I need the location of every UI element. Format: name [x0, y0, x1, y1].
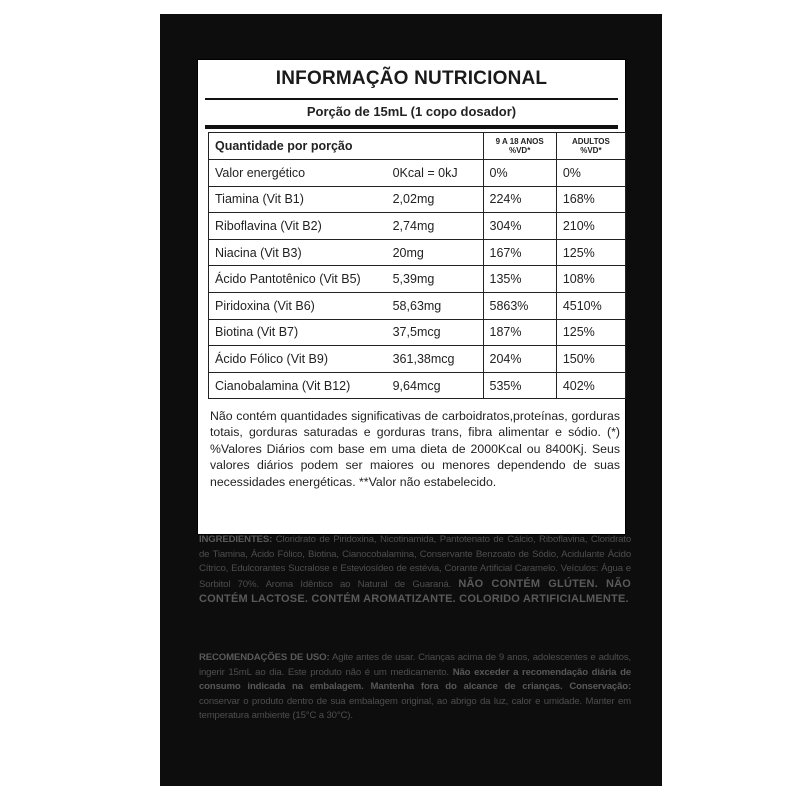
nutrient-amount: 2,74mg — [387, 213, 483, 240]
nutrient-amount: 9,64mcg — [387, 372, 483, 399]
serving-divider — [205, 125, 618, 129]
kids-dv-value: 535% — [483, 372, 556, 399]
table-row — [209, 213, 626, 240]
recommendations-label: RECOMENDAÇÕES DE USO: — [199, 652, 330, 663]
conservation-label: Conservação: — [569, 681, 632, 692]
nutrition-footnote: Não contém quantidades significativas de carboidratos,proteínas, gorduras totais, gorduras saturadas e gorduras trans, fibra alimentar e sódio. (*) %Valores Diários com base em uma dieta de 2000Kcal ou 8400Kj. Seus valores diários podem ser maiores ou menores dependendo de suas necessidades energéticas. **Valor não estabelecido. — [210, 409, 620, 489]
nutrient-amount: 5,39mg — [387, 266, 483, 293]
adults-dv-value: 402% — [556, 372, 625, 399]
adults-dv-label: %VD* — [580, 146, 602, 155]
ingredients-label: INGREDIENTES: — [199, 534, 273, 545]
nutrient-amount: 20mg — [387, 239, 483, 266]
kids-dv-value: 5863% — [483, 292, 556, 319]
table-row — [209, 266, 626, 293]
adults-dv-value: 125% — [556, 319, 625, 346]
kids-dv-value: 204% — [483, 346, 556, 373]
adults-dv-value: 150% — [556, 346, 625, 373]
kids-dv-value: 304% — [483, 213, 556, 240]
dosage-warning: Não exceder a recomendação diária de consumo indicada na embalagem. Mantenha fora do alcance de crianças. — [199, 666, 632, 692]
nutrition-table — [208, 132, 626, 399]
nutrient-amount: 361,38mcg — [387, 346, 483, 373]
nutrient-amount: 58,63mg — [387, 292, 483, 319]
ingredients-section — [199, 533, 631, 608]
nutrient-amount: 0Kcal = 0kJ — [387, 160, 483, 187]
adults-label: ADULTOS — [571, 137, 610, 146]
kids-age-label: 9 A 18 ANOS — [495, 137, 544, 146]
recommendations-text: Agite antes de usar. Crianças acima de 9 anos, adolescentes e adultos, ingerir 15mL ao dia. Este produto não é um medicamento. — [199, 652, 631, 678]
table-row — [209, 239, 626, 266]
nutrient-name: Ácido Pantotênico (Vit B5) — [209, 266, 387, 293]
kids-dv-value: 135% — [483, 266, 556, 293]
adults-dv-header — [556, 133, 625, 160]
quantity-per-serving-header: Quantidade por porção — [209, 133, 387, 160]
adults-dv-value: 108% — [556, 266, 625, 293]
nutrient-name: Biotina (Vit B7) — [209, 319, 387, 346]
nutrition-facts-box — [197, 59, 626, 535]
serving-size: Porção de 15mL (1 copo dosador) — [306, 104, 517, 119]
kids-dv-header — [483, 133, 556, 160]
adults-dv-value: 4510% — [556, 292, 625, 319]
nutrient-amount: 2,02mg — [387, 186, 483, 213]
ingredients-text: Cloridrato de Piridoxina, Nicotinamida, Pantotenato de Cálcio, Riboflavina, Cloridrato de Tiamina, Ácido Fólico, Biotina, Cianocobalamina, Conservante Benzoato de Sódio, Acidulante Ácido Cítrico, Edulcorantes Sucralose e Esteviosídeo de estévia, Corante Artificial Caramelo. Veículos: Água e Sorbitol 70%. Aroma Idêntico ao Natural de Guaraná. — [199, 534, 631, 590]
nutrient-name: Tiamina (Vit B1) — [209, 186, 387, 213]
table-row — [209, 372, 626, 399]
adults-dv-value: 168% — [556, 186, 625, 213]
recommendations-section — [199, 651, 631, 724]
nutrient-name: Piridoxina (Vit B6) — [209, 292, 387, 319]
title-divider — [205, 98, 618, 100]
conservation-text: conservar o produto dentro de sua embalagem original, ao abrigo da luz, calor e umidade. Manter em temperatura ambiente (15°C a 30°C). — [199, 695, 631, 721]
product-label-panel — [160, 14, 662, 786]
kids-dv-label: %VD* — [508, 146, 531, 155]
table-row — [209, 319, 626, 346]
nutrition-table-header — [209, 133, 626, 160]
table-row — [209, 186, 626, 213]
amount-header — [387, 133, 483, 160]
kids-dv-value: 0% — [483, 160, 556, 187]
adults-dv-value: 0% — [556, 160, 625, 187]
nutrient-name: Riboflavina (Vit B2) — [209, 213, 387, 240]
kids-dv-value: 224% — [483, 186, 556, 213]
nutrient-name: Valor energético — [209, 160, 387, 187]
nutrient-name: Ácido Fólico (Vit B9) — [209, 346, 387, 373]
adults-dv-value: 125% — [556, 239, 625, 266]
table-row — [209, 292, 626, 319]
table-row — [209, 160, 626, 187]
nutrient-name: Cianobalamina (Vit B12) — [209, 372, 387, 399]
table-row — [209, 346, 626, 373]
nutrient-name: Niacina (Vit B3) — [209, 239, 387, 266]
nutrient-amount: 37,5mcg — [387, 319, 483, 346]
kids-dv-value: 187% — [483, 319, 556, 346]
kids-dv-value: 167% — [483, 239, 556, 266]
nutrition-facts-title: INFORMAÇÃO NUTRICIONAL — [275, 68, 548, 89]
allergen-statement: NÃO CONTÉM GLÚTEN. NÃO CONTÉM LACTOSE. CONTÉM AROMATIZANTE. COLORIDO ARTIFICIALMENTE. — [199, 577, 631, 605]
adults-dv-value: 210% — [556, 213, 625, 240]
